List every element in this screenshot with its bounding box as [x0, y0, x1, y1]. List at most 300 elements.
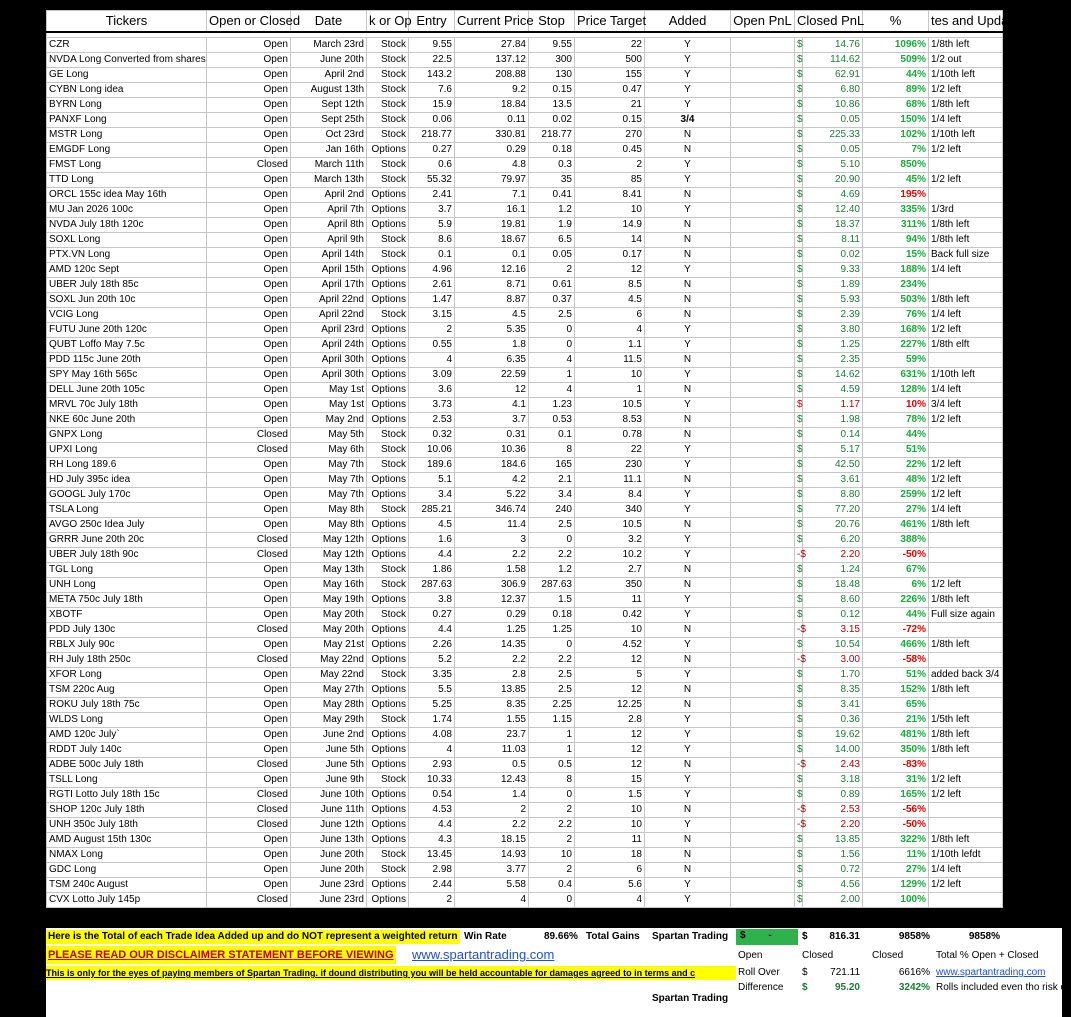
- current-price-cell[interactable]: 14.35: [455, 638, 529, 653]
- type-cell[interactable]: Options: [367, 788, 409, 803]
- closed-pnl-cell[interactable]: 4.59: [803, 383, 863, 398]
- date-cell[interactable]: May 28th: [291, 698, 367, 713]
- stop-cell[interactable]: 0.53: [529, 413, 575, 428]
- open-pnl-cell[interactable]: [731, 878, 795, 893]
- closed-pnl-cell[interactable]: 0.89: [803, 788, 863, 803]
- pct-cell[interactable]: 1096%: [863, 38, 929, 53]
- note-cell[interactable]: 1/5th left: [929, 713, 1003, 728]
- ticker-cell[interactable]: AVGO 250c Idea July: [47, 518, 207, 533]
- pct-cell[interactable]: 259%: [863, 488, 929, 503]
- stop-cell[interactable]: 0.18: [529, 608, 575, 623]
- currency-cell[interactable]: $: [795, 128, 803, 143]
- added-cell[interactable]: Y: [645, 368, 731, 383]
- closed-pnl-cell[interactable]: 2.53: [803, 803, 863, 818]
- closed-pnl-cell[interactable]: 0.14: [803, 428, 863, 443]
- note-cell[interactable]: 1/10th left: [929, 68, 1003, 83]
- current-price-cell[interactable]: 11.4: [455, 518, 529, 533]
- pct-cell[interactable]: 27%: [863, 863, 929, 878]
- note-cell[interactable]: 1/4 left: [929, 308, 1003, 323]
- closed-pnl-cell[interactable]: 2.43: [803, 758, 863, 773]
- date-cell[interactable]: April 9th: [291, 233, 367, 248]
- added-cell[interactable]: Y: [645, 548, 731, 563]
- type-cell[interactable]: Options: [367, 683, 409, 698]
- type-cell[interactable]: Stock: [367, 668, 409, 683]
- added-cell[interactable]: N: [645, 248, 731, 263]
- added-cell[interactable]: N: [645, 518, 731, 533]
- entry-cell[interactable]: 0.27: [409, 143, 455, 158]
- status-cell[interactable]: Open: [207, 773, 291, 788]
- price-target-cell[interactable]: 22: [575, 38, 645, 53]
- status-cell[interactable]: Open: [207, 668, 291, 683]
- ticker-cell[interactable]: TSLA Long: [47, 503, 207, 518]
- type-cell[interactable]: Stock: [367, 458, 409, 473]
- price-target-cell[interactable]: 230: [575, 458, 645, 473]
- currency-cell[interactable]: $: [795, 878, 803, 893]
- date-cell[interactable]: May 12th: [291, 548, 367, 563]
- open-pnl-cell[interactable]: [731, 233, 795, 248]
- current-price-cell[interactable]: 5.58: [455, 878, 529, 893]
- note-cell[interactable]: 1/3rd: [929, 203, 1003, 218]
- added-cell[interactable]: Y: [645, 458, 731, 473]
- type-cell[interactable]: Options: [367, 398, 409, 413]
- added-cell[interactable]: N: [645, 848, 731, 863]
- price-target-cell[interactable]: 0.45: [575, 143, 645, 158]
- entry-cell[interactable]: 143.2: [409, 68, 455, 83]
- ticker-cell[interactable]: ADBE 500c July 18th: [47, 758, 207, 773]
- price-target-cell[interactable]: 2.7: [575, 563, 645, 578]
- pct-cell[interactable]: -50%: [863, 548, 929, 563]
- closed-pnl-cell[interactable]: 18.37: [803, 218, 863, 233]
- stop-cell[interactable]: 2: [529, 863, 575, 878]
- ticker-cell[interactable]: MSTR Long: [47, 128, 207, 143]
- status-cell[interactable]: Open: [207, 878, 291, 893]
- status-cell[interactable]: Open: [207, 458, 291, 473]
- type-cell[interactable]: Stock: [367, 128, 409, 143]
- date-cell[interactable]: June 20th: [291, 848, 367, 863]
- date-cell[interactable]: May 19th: [291, 593, 367, 608]
- current-price-cell[interactable]: 18.67: [455, 233, 529, 248]
- price-target-cell[interactable]: 4.52: [575, 638, 645, 653]
- current-price-cell[interactable]: 1.25: [455, 623, 529, 638]
- pct-cell[interactable]: 388%: [863, 533, 929, 548]
- entry-cell[interactable]: 0.1: [409, 248, 455, 263]
- date-cell[interactable]: March 13th: [291, 173, 367, 188]
- currency-cell[interactable]: $: [795, 743, 803, 758]
- stop-cell[interactable]: 0.41: [529, 188, 575, 203]
- current-price-cell[interactable]: 0.31: [455, 428, 529, 443]
- currency-cell[interactable]: $: [795, 788, 803, 803]
- ticker-cell[interactable]: ROKU July 18th 75c: [47, 698, 207, 713]
- added-cell[interactable]: Y: [645, 593, 731, 608]
- closed-pnl-cell[interactable]: 42.50: [803, 458, 863, 473]
- added-cell[interactable]: Y: [645, 68, 731, 83]
- added-cell[interactable]: N: [645, 293, 731, 308]
- note-cell[interactable]: Back full size: [929, 248, 1003, 263]
- ticker-cell[interactable]: EMGDF Long: [47, 143, 207, 158]
- ticker-cell[interactable]: SPY May 16th 565c: [47, 368, 207, 383]
- added-cell[interactable]: Y: [645, 263, 731, 278]
- type-cell[interactable]: Options: [367, 833, 409, 848]
- currency-cell[interactable]: $: [795, 173, 803, 188]
- pct-cell[interactable]: 31%: [863, 773, 929, 788]
- ticker-cell[interactable]: AMD August 15th 130c: [47, 833, 207, 848]
- note-cell[interactable]: 1/2 left: [929, 578, 1003, 593]
- open-pnl-cell[interactable]: [731, 893, 795, 908]
- open-pnl-cell[interactable]: [731, 593, 795, 608]
- type-cell[interactable]: Options: [367, 293, 409, 308]
- ticker-cell[interactable]: TSLL Long: [47, 773, 207, 788]
- added-cell[interactable]: N: [645, 563, 731, 578]
- ticker-cell[interactable]: TTD Long: [47, 173, 207, 188]
- type-cell[interactable]: Options: [367, 533, 409, 548]
- entry-cell[interactable]: 4.4: [409, 818, 455, 833]
- currency-cell[interactable]: $: [795, 383, 803, 398]
- col-notes[interactable]: tes and Upda: [929, 11, 1003, 33]
- price-target-cell[interactable]: 12: [575, 263, 645, 278]
- price-target-cell[interactable]: 8.5: [575, 278, 645, 293]
- col-price-target[interactable]: Price Target: [575, 11, 645, 33]
- date-cell[interactable]: April 8th: [291, 218, 367, 233]
- current-price-cell[interactable]: 16.1: [455, 203, 529, 218]
- date-cell[interactable]: June 5th: [291, 758, 367, 773]
- type-cell[interactable]: Options: [367, 593, 409, 608]
- open-pnl-cell[interactable]: [731, 68, 795, 83]
- added-cell[interactable]: N: [645, 698, 731, 713]
- entry-cell[interactable]: 2.93: [409, 758, 455, 773]
- entry-cell[interactable]: 2.44: [409, 878, 455, 893]
- date-cell[interactable]: May 12th: [291, 533, 367, 548]
- open-pnl-cell[interactable]: [731, 698, 795, 713]
- closed-pnl-cell[interactable]: 14.76: [803, 38, 863, 53]
- current-price-cell[interactable]: 8.71: [455, 278, 529, 293]
- note-cell[interactable]: 1/2 left: [929, 413, 1003, 428]
- current-price-cell[interactable]: 2.8: [455, 668, 529, 683]
- note-cell[interactable]: [929, 443, 1003, 458]
- closed-pnl-cell[interactable]: 5.17: [803, 443, 863, 458]
- note-cell[interactable]: [929, 758, 1003, 773]
- price-target-cell[interactable]: 11: [575, 593, 645, 608]
- closed-pnl-cell[interactable]: 2.20: [803, 548, 863, 563]
- stop-cell[interactable]: 10: [529, 848, 575, 863]
- pct-cell[interactable]: 350%: [863, 743, 929, 758]
- price-target-cell[interactable]: 340: [575, 503, 645, 518]
- open-pnl-cell[interactable]: [731, 458, 795, 473]
- current-price-cell[interactable]: 2.2: [455, 548, 529, 563]
- current-price-cell[interactable]: 4.1: [455, 398, 529, 413]
- date-cell[interactable]: April 2nd: [291, 188, 367, 203]
- stop-cell[interactable]: 8: [529, 773, 575, 788]
- status-cell[interactable]: Open: [207, 593, 291, 608]
- current-price-cell[interactable]: 3: [455, 533, 529, 548]
- note-cell[interactable]: 1/4 left: [929, 113, 1003, 128]
- stop-cell[interactable]: 0: [529, 533, 575, 548]
- date-cell[interactable]: May 8th: [291, 503, 367, 518]
- status-cell[interactable]: Open: [207, 488, 291, 503]
- pct-cell[interactable]: 234%: [863, 278, 929, 293]
- ticker-cell[interactable]: GDC Long: [47, 863, 207, 878]
- pct-cell[interactable]: 44%: [863, 68, 929, 83]
- pct-cell[interactable]: 76%: [863, 308, 929, 323]
- pct-cell[interactable]: 94%: [863, 233, 929, 248]
- stop-cell[interactable]: 218.77: [529, 128, 575, 143]
- added-cell[interactable]: Y: [645, 713, 731, 728]
- stop-cell[interactable]: 1: [529, 728, 575, 743]
- currency-cell[interactable]: $: [795, 728, 803, 743]
- date-cell[interactable]: April 30th: [291, 368, 367, 383]
- col-entry[interactable]: Entry: [409, 11, 455, 33]
- status-cell[interactable]: Open: [207, 353, 291, 368]
- stop-cell[interactable]: 2.5: [529, 683, 575, 698]
- date-cell[interactable]: May 27th: [291, 683, 367, 698]
- added-cell[interactable]: Y: [645, 38, 731, 53]
- type-cell[interactable]: Options: [367, 353, 409, 368]
- currency-cell[interactable]: $: [795, 713, 803, 728]
- pct-cell[interactable]: 168%: [863, 323, 929, 338]
- type-cell[interactable]: Options: [367, 278, 409, 293]
- disclaimer-link[interactable]: PLEASE READ OUR DISCLAIMER STATEMENT BEFORE VIEWING: [46, 946, 396, 964]
- closed-pnl-cell[interactable]: 3.18: [803, 773, 863, 788]
- stop-cell[interactable]: 6.5: [529, 233, 575, 248]
- date-cell[interactable]: April 24th: [291, 338, 367, 353]
- type-cell[interactable]: Options: [367, 728, 409, 743]
- open-pnl-cell[interactable]: [731, 533, 795, 548]
- entry-cell[interactable]: 2.61: [409, 278, 455, 293]
- open-pnl-cell[interactable]: [731, 173, 795, 188]
- stop-cell[interactable]: 1.15: [529, 713, 575, 728]
- closed-pnl-cell[interactable]: 6.80: [803, 83, 863, 98]
- price-target-cell[interactable]: 11.5: [575, 353, 645, 368]
- open-pnl-cell[interactable]: [731, 743, 795, 758]
- note-cell[interactable]: 1/2 left: [929, 323, 1003, 338]
- col-closed-pnl[interactable]: Closed PnL: [795, 11, 863, 33]
- date-cell[interactable]: May 16th: [291, 578, 367, 593]
- ticker-cell[interactable]: GRRR June 20th 20c: [47, 533, 207, 548]
- currency-cell[interactable]: -$: [795, 818, 803, 833]
- ticker-cell[interactable]: NVDA July 18th 120c: [47, 218, 207, 233]
- added-cell[interactable]: Y: [645, 893, 731, 908]
- added-cell[interactable]: Y: [645, 668, 731, 683]
- current-price-cell[interactable]: 0.1: [455, 248, 529, 263]
- added-cell[interactable]: Y: [645, 878, 731, 893]
- open-pnl-cell[interactable]: [731, 518, 795, 533]
- note-cell[interactable]: 1/2 left: [929, 488, 1003, 503]
- added-cell[interactable]: N: [645, 863, 731, 878]
- ticker-cell[interactable]: XBOTF: [47, 608, 207, 623]
- type-cell[interactable]: Options: [367, 878, 409, 893]
- closed-pnl-cell[interactable]: 5.10: [803, 158, 863, 173]
- date-cell[interactable]: May 22nd: [291, 668, 367, 683]
- currency-cell[interactable]: $: [795, 368, 803, 383]
- status-cell[interactable]: Open: [207, 38, 291, 53]
- entry-cell[interactable]: 2.41: [409, 188, 455, 203]
- stop-cell[interactable]: 1.2: [529, 563, 575, 578]
- price-target-cell[interactable]: 155: [575, 68, 645, 83]
- ticker-cell[interactable]: UBER July 18th 85c: [47, 278, 207, 293]
- status-cell[interactable]: Closed: [207, 788, 291, 803]
- date-cell[interactable]: March 23rd: [291, 38, 367, 53]
- price-target-cell[interactable]: 5: [575, 668, 645, 683]
- status-cell[interactable]: Open: [207, 293, 291, 308]
- ticker-cell[interactable]: UNH 350c July 18th: [47, 818, 207, 833]
- stop-cell[interactable]: 0: [529, 338, 575, 353]
- closed-pnl-cell[interactable]: 12.40: [803, 203, 863, 218]
- open-pnl-cell[interactable]: [731, 128, 795, 143]
- note-cell[interactable]: [929, 563, 1003, 578]
- entry-cell[interactable]: 1.47: [409, 293, 455, 308]
- current-price-cell[interactable]: 7.1: [455, 188, 529, 203]
- currency-cell[interactable]: $: [795, 413, 803, 428]
- status-cell[interactable]: Open: [207, 143, 291, 158]
- price-target-cell[interactable]: 1.5: [575, 788, 645, 803]
- note-cell[interactable]: [929, 818, 1003, 833]
- price-target-cell[interactable]: 12: [575, 683, 645, 698]
- stop-cell[interactable]: 287.63: [529, 578, 575, 593]
- stop-cell[interactable]: 0.37: [529, 293, 575, 308]
- note-cell[interactable]: 1/4 left: [929, 503, 1003, 518]
- note-cell[interactable]: 1/8th left: [929, 728, 1003, 743]
- type-cell[interactable]: Stock: [367, 428, 409, 443]
- open-pnl-cell[interactable]: [731, 848, 795, 863]
- current-price-cell[interactable]: 12.37: [455, 593, 529, 608]
- pct-cell[interactable]: 100%: [863, 893, 929, 908]
- note-cell[interactable]: 1/10th lefdt: [929, 848, 1003, 863]
- currency-cell[interactable]: $: [795, 323, 803, 338]
- price-target-cell[interactable]: 10: [575, 368, 645, 383]
- currency-cell[interactable]: $: [795, 398, 803, 413]
- stop-cell[interactable]: 8: [529, 443, 575, 458]
- current-price-cell[interactable]: 0.5: [455, 758, 529, 773]
- open-pnl-cell[interactable]: [731, 713, 795, 728]
- currency-cell[interactable]: $: [795, 83, 803, 98]
- price-target-cell[interactable]: 12: [575, 743, 645, 758]
- open-pnl-cell[interactable]: [731, 203, 795, 218]
- closed-pnl-cell[interactable]: 4.56: [803, 878, 863, 893]
- currency-cell[interactable]: $: [795, 458, 803, 473]
- current-price-cell[interactable]: 6.35: [455, 353, 529, 368]
- currency-cell[interactable]: $: [795, 68, 803, 83]
- open-pnl-cell[interactable]: [731, 773, 795, 788]
- entry-cell[interactable]: 55.32: [409, 173, 455, 188]
- stop-cell[interactable]: 0.15: [529, 83, 575, 98]
- added-cell[interactable]: Y: [645, 608, 731, 623]
- date-cell[interactable]: June 13th: [291, 833, 367, 848]
- status-cell[interactable]: Open: [207, 518, 291, 533]
- open-pnl-cell[interactable]: [731, 638, 795, 653]
- stop-cell[interactable]: 1.5: [529, 593, 575, 608]
- stop-cell[interactable]: 130: [529, 68, 575, 83]
- entry-cell[interactable]: 4: [409, 743, 455, 758]
- stop-cell[interactable]: 0: [529, 893, 575, 908]
- type-cell[interactable]: Options: [367, 893, 409, 908]
- stop-cell[interactable]: 1: [529, 743, 575, 758]
- pct-cell[interactable]: 51%: [863, 668, 929, 683]
- stop-cell[interactable]: 1.23: [529, 398, 575, 413]
- note-cell[interactable]: Full size again: [929, 608, 1003, 623]
- date-cell[interactable]: June 23rd: [291, 893, 367, 908]
- closed-pnl-cell[interactable]: 9.33: [803, 263, 863, 278]
- entry-cell[interactable]: 5.9: [409, 218, 455, 233]
- date-cell[interactable]: April 22nd: [291, 293, 367, 308]
- open-pnl-cell[interactable]: [731, 548, 795, 563]
- closed-pnl-cell[interactable]: 14.62: [803, 368, 863, 383]
- currency-cell[interactable]: $: [795, 848, 803, 863]
- note-cell[interactable]: 1/8th left: [929, 233, 1003, 248]
- closed-pnl-cell[interactable]: 1.98: [803, 413, 863, 428]
- closed-pnl-cell[interactable]: 3.41: [803, 698, 863, 713]
- date-cell[interactable]: May 13th: [291, 563, 367, 578]
- status-cell[interactable]: Closed: [207, 803, 291, 818]
- ticker-cell[interactable]: GNPX Long: [47, 428, 207, 443]
- ticker-cell[interactable]: MRVL 70c July 18th: [47, 398, 207, 413]
- price-target-cell[interactable]: 4: [575, 323, 645, 338]
- entry-cell[interactable]: 10.33: [409, 773, 455, 788]
- currency-cell[interactable]: $: [795, 683, 803, 698]
- date-cell[interactable]: May 8th: [291, 518, 367, 533]
- current-price-cell[interactable]: 4: [455, 893, 529, 908]
- currency-cell[interactable]: $: [795, 233, 803, 248]
- status-cell[interactable]: Open: [207, 638, 291, 653]
- status-cell[interactable]: Closed: [207, 893, 291, 908]
- note-cell[interactable]: 1/8th left: [929, 638, 1003, 653]
- pct-cell[interactable]: 67%: [863, 563, 929, 578]
- date-cell[interactable]: May 29th: [291, 713, 367, 728]
- added-cell[interactable]: N: [645, 428, 731, 443]
- entry-cell[interactable]: 4.53: [409, 803, 455, 818]
- type-cell[interactable]: Options: [367, 488, 409, 503]
- closed-pnl-cell[interactable]: 13.85: [803, 833, 863, 848]
- col-open-pnl[interactable]: Open PnL: [731, 11, 795, 33]
- currency-cell[interactable]: $: [795, 113, 803, 128]
- currency-cell[interactable]: $: [795, 293, 803, 308]
- added-cell[interactable]: Y: [645, 818, 731, 833]
- note-cell[interactable]: [929, 158, 1003, 173]
- current-price-cell[interactable]: 2.2: [455, 653, 529, 668]
- current-price-cell[interactable]: 208.88: [455, 68, 529, 83]
- type-cell[interactable]: Stock: [367, 98, 409, 113]
- date-cell[interactable]: Oct 23rd: [291, 128, 367, 143]
- currency-cell[interactable]: $: [795, 473, 803, 488]
- price-target-cell[interactable]: 500: [575, 53, 645, 68]
- closed-pnl-cell[interactable]: 1.70: [803, 668, 863, 683]
- type-cell[interactable]: Stock: [367, 83, 409, 98]
- note-cell[interactable]: [929, 533, 1003, 548]
- current-price-cell[interactable]: 5.22: [455, 488, 529, 503]
- ticker-cell[interactable]: NMAX Long: [47, 848, 207, 863]
- ticker-cell[interactable]: PDD July 130c: [47, 623, 207, 638]
- added-cell[interactable]: N: [645, 308, 731, 323]
- status-cell[interactable]: Open: [207, 308, 291, 323]
- pct-cell[interactable]: 466%: [863, 638, 929, 653]
- added-cell[interactable]: Y: [645, 398, 731, 413]
- note-cell[interactable]: 1/8th left: [929, 98, 1003, 113]
- closed-pnl-cell[interactable]: 10.86: [803, 98, 863, 113]
- open-pnl-cell[interactable]: [731, 443, 795, 458]
- ticker-cell[interactable]: AMD 120c July`: [47, 728, 207, 743]
- added-cell[interactable]: Y: [645, 203, 731, 218]
- closed-pnl-cell[interactable]: 5.93: [803, 293, 863, 308]
- entry-cell[interactable]: 7.6: [409, 83, 455, 98]
- current-price-cell[interactable]: 8.35: [455, 698, 529, 713]
- open-pnl-cell[interactable]: [731, 83, 795, 98]
- type-cell[interactable]: Stock: [367, 713, 409, 728]
- pct-cell[interactable]: 188%: [863, 263, 929, 278]
- entry-cell[interactable]: 4: [409, 353, 455, 368]
- closed-pnl-cell[interactable]: 1.17: [803, 398, 863, 413]
- date-cell[interactable]: Jan 16th: [291, 143, 367, 158]
- entry-cell[interactable]: 3.15: [409, 308, 455, 323]
- added-cell[interactable]: Y: [645, 338, 731, 353]
- currency-cell[interactable]: $: [795, 488, 803, 503]
